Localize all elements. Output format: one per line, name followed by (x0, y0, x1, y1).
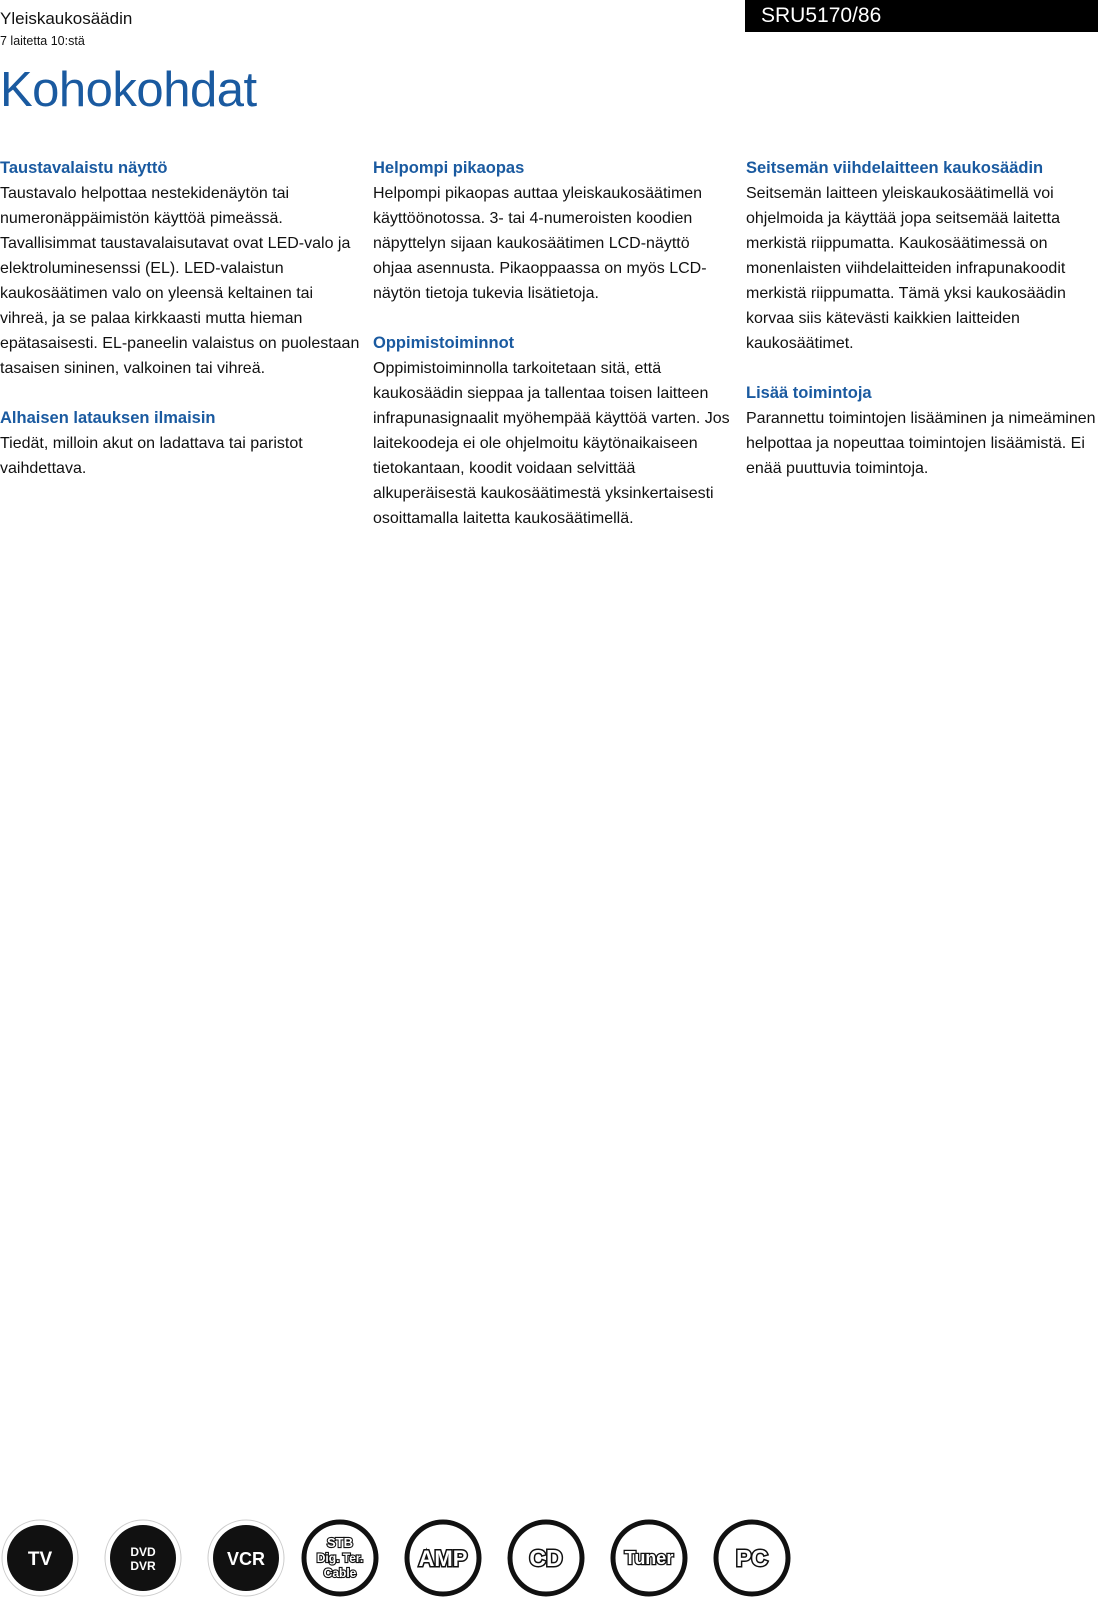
vcr-label: VCR (226, 1549, 266, 1569)
tv-label: TV (27, 1549, 53, 1570)
feature-section (746, 156, 1098, 356)
feature-title: Seitsemän viihdelaitteen kaukosäädin (746, 159, 1044, 177)
feature-section (0, 156, 360, 381)
stb-icon (300, 1518, 380, 1598)
dvd-label: DVD (130, 1545, 156, 1559)
feature-title: Lisää toimintoja (746, 384, 872, 402)
feature-body: Helpompi pikaopas auttaa yleiskaukosäätimen käyttöönotossa. 3- tai 4-numeroisten koodien näpyttelyn sijaan kaukosäätimen LCD-näyttö ohjaa asennusta. Pikaoppaassa on myös LCD-näytön tietoja tukevia lisätietoja. (373, 185, 707, 302)
amp-icon (403, 1518, 483, 1598)
feature-title: Helpompi pikaopas (373, 159, 525, 177)
feature-body: Oppimistoiminnolla tarkoitetaan sitä, että kaukosäädin sieppaa ja tallentaa toisen laitteen infrapunasignaalit myöhempää käyttöä varten. Jos laitekoodeja ei ole ohjelmoitu käytönaikaiseen tietokantaan, koodit voidaan selvittää alkuperäisestä kaukosäätimestä yksinkertaisesti osoittamalla laitetta kaukosäätimellä. (373, 360, 730, 527)
feature-section (0, 406, 360, 481)
amp-label: AMP (418, 1546, 468, 1571)
tv-icon (0, 1518, 80, 1598)
device-icons-row (0, 1518, 1098, 1597)
feature-body: Tiedät, milloin akut on ladattava tai paristot vaihdettava. (0, 435, 303, 477)
feature-title: Oppimistoiminnot (373, 334, 515, 352)
stb-label: STB (327, 1535, 353, 1550)
pc-icon (712, 1518, 792, 1598)
pc-label: PC (736, 1545, 768, 1571)
tuner-icon (609, 1518, 689, 1598)
column-2 (373, 156, 733, 556)
feature-section (373, 156, 733, 306)
dig-ter-label: Dig. Ter. (316, 1551, 364, 1565)
feature-section (746, 381, 1098, 481)
cd-icon (506, 1518, 586, 1598)
column-3 (746, 156, 1098, 506)
dvr-label: DVR (130, 1559, 156, 1573)
column-1 (0, 156, 360, 506)
tuner-label: Tuner (624, 1548, 674, 1568)
product-type: Yleiskaukosäädin (0, 9, 133, 28)
feature-title: Alhaisen latauksen ilmaisin (0, 409, 216, 427)
feature-body: Taustavalo helpottaa nestekidenäytön tai numeronäppäimistön käyttöä pimeässä. Tavallisimmat taustavalaisutavat ovat LED-valo ja elektroluminesenssi (EL). LED-valaistun kaukosäätimen valo on yleensä keltainen tai vihreä, ja se palaa kirkkaasti mutta hieman epätasaisesti. EL-paneelin valaistus on puolestaan tasaisen sininen, valkoinen tai vihreä. (0, 185, 360, 377)
dvd-dvr-icon (103, 1518, 183, 1598)
feature-body: Seitsemän laitteen yleiskaukosäätimellä voi ohjelmoida ja käyttää jopa seitsemää laitetta merkistä riippumatta. Kaukosäätimessä on monenlaisten viihdelaitteiden infrapunakoodit merkistä riippumatta. Tämä yksi kaukosäädin korvaa siis kätevästi kaikkien laitteiden kaukosäätimet. (746, 185, 1066, 352)
page-title: Kohokohdat (0, 63, 257, 117)
cd-label: CD (529, 1545, 563, 1571)
cable-label: Cable (323, 1566, 357, 1580)
vcr-icon (206, 1518, 286, 1598)
feature-body: Parannettu toimintojen lisääminen ja nimeäminen helpottaa ja nopeuttaa toimintojen lisäämistä. Ei enää puuttuvia toimintoja. (746, 410, 1096, 477)
feature-section (373, 331, 733, 531)
product-subtitle: 7 laitetta 10:stä (0, 34, 85, 48)
model-number: SRU5170/86 (745, 0, 1098, 32)
feature-title: Taustavalaistu näyttö (0, 159, 168, 177)
